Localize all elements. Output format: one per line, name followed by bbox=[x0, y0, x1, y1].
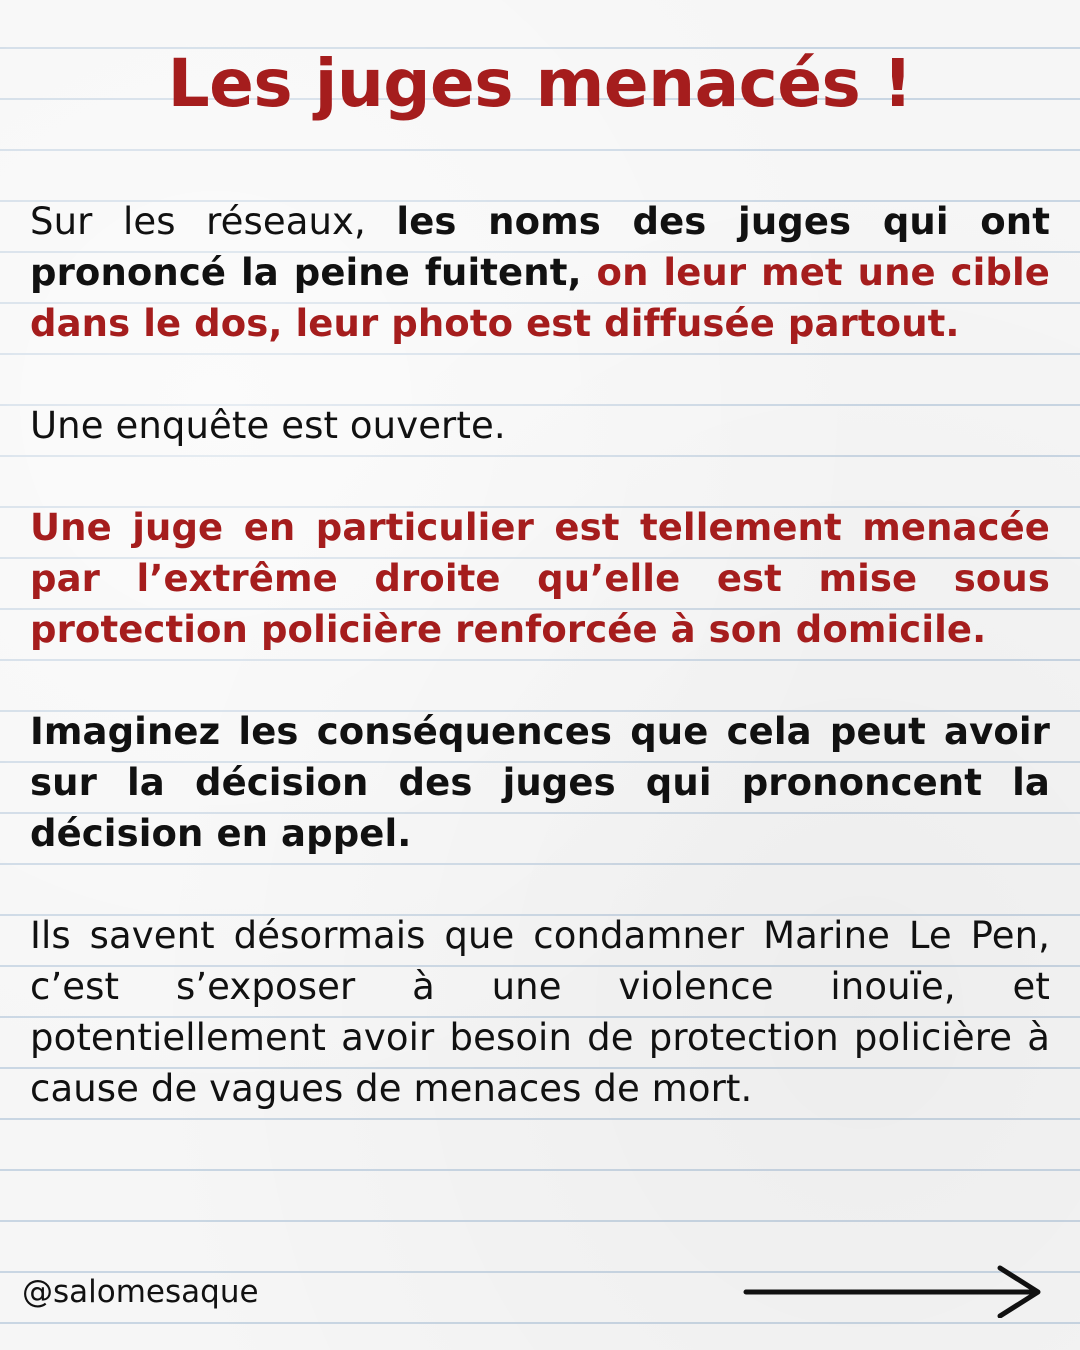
paragraph-investigation: Une enquête est ouverte. bbox=[30, 404, 506, 447]
page-title: Les juges menacés ! bbox=[167, 45, 913, 122]
paragraph-protection bbox=[30, 502, 1050, 655]
author-handle: @salomesaque bbox=[22, 1274, 259, 1310]
paragraph-leak bbox=[30, 196, 1050, 349]
paragraph-conclusion: Ils savent désormais que condamner Marine Le Pen, c’est s’exposer à une violence inouïe, et potentiellement avoir besoin de protection policière à cause de vagues de menaces de mort. bbox=[30, 914, 1050, 1110]
paragraph-leak-bold: les noms des juges qui ont prononcé la peine fuitent, bbox=[30, 200, 1051, 294]
paragraph-consequences-text: Imaginez les conséquences que cela peut avoir sur la décision des juges qui prononcent la décision en appel. bbox=[30, 710, 1050, 855]
right-arrow-icon[interactable] bbox=[742, 1262, 1048, 1318]
article-body bbox=[30, 196, 1050, 1165]
paragraph-leak-highlight: on leur met une cible dans le dos, leur photo est diffusée partout. bbox=[30, 251, 1050, 345]
paragraph-protection-text: Une juge en particulier est tellement menacée par l’extrême droite qu’elle est mise sous protection policière renforcée à son domicile. bbox=[30, 506, 1050, 651]
paragraph-consequences bbox=[30, 706, 1050, 859]
paragraph-leak-intro: Sur les réseaux, bbox=[30, 200, 397, 243]
